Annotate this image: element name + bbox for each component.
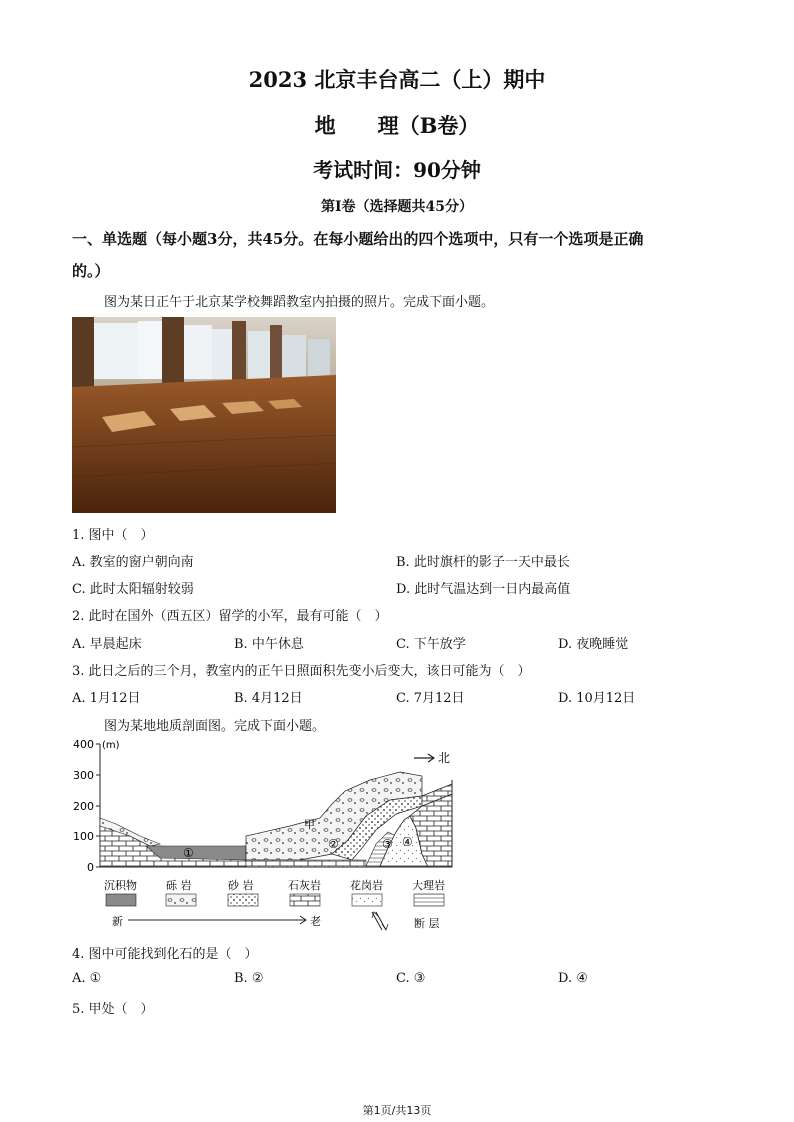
age-new-label: 新 xyxy=(112,915,123,928)
question-3-stem: 3. 此日之后的三个月，教室内的正午日照面积先变小后变大，该日可能为（ ） xyxy=(72,664,531,679)
legend-label-limestone: 石灰岩 xyxy=(288,879,321,892)
legend-swatch-granite xyxy=(352,894,382,906)
y-tick-100: 100 xyxy=(73,830,94,843)
legend-swatch-limestone xyxy=(290,894,320,906)
group1-intro: 图为某日正午于北京某学校舞蹈教室内拍摄的照片。完成下面小题。 xyxy=(104,295,495,310)
question-2-stem: 2. 此时在国外（西五区）留学的小军，最有可能（ ） xyxy=(72,609,388,624)
y-tick-200: 200 xyxy=(73,800,94,813)
marker-4: ④ xyxy=(402,835,413,849)
question-5-stem: 5. 甲处（ ） xyxy=(72,1002,154,1017)
q2-option-d[interactable]: D. 夜晚睡觉 xyxy=(558,637,629,652)
legend-label-conglomerate: 砾 岩 xyxy=(166,879,192,892)
subject-title: 地 理（B卷） xyxy=(314,113,480,138)
classroom-photo-drawing xyxy=(72,317,336,513)
q4-option-a[interactable]: A. ① xyxy=(72,971,102,986)
legend-label-sediment: 沉积物 xyxy=(104,879,137,892)
classroom-photo xyxy=(72,317,336,513)
age-old-label: 老 xyxy=(310,915,321,928)
q3-option-c[interactable]: C. 7月12日 xyxy=(396,691,465,706)
y-tick-400: 400 xyxy=(73,738,94,751)
marker-2: ② xyxy=(328,837,339,851)
part-title: 第Ⅰ卷（选择题共45分） xyxy=(320,199,474,215)
fault-label: 断 层 xyxy=(414,917,440,930)
y-tick-300: 300 xyxy=(73,769,94,782)
q2-option-c[interactable]: C. 下午放学 xyxy=(396,637,466,652)
legend-swatch-sediment xyxy=(106,894,136,906)
q3-option-d[interactable]: D. 10月12日 xyxy=(558,691,636,706)
section-heading-line2: 的。） xyxy=(72,262,110,280)
question-1-stem: 1. 图中（ ） xyxy=(72,528,154,543)
legend-label-granite: 花岗岩 xyxy=(350,879,383,892)
q2-option-b[interactable]: B. 中午休息 xyxy=(234,637,304,652)
page-footer: 第1页/共13页 xyxy=(362,1104,432,1117)
geologic-section-drawing xyxy=(70,736,460,936)
q1-option-d[interactable]: D. 此时气温达到一日内最高值 xyxy=(396,582,571,597)
q4-option-b[interactable]: B. ② xyxy=(234,971,264,986)
y-axis-unit: (m) xyxy=(102,740,120,751)
q4-option-d[interactable]: D. ④ xyxy=(558,971,588,986)
fault-symbol xyxy=(372,912,388,930)
north-label: 北 xyxy=(438,751,451,765)
q2-option-a[interactable]: A. 早晨起床 xyxy=(72,637,142,652)
marker-3: ③ xyxy=(382,837,393,851)
legend-swatch-sandstone xyxy=(228,894,258,906)
section-heading-line1: 一、单选题（每小题3分，共45分。在每小题给出的四个选项中，只有一个选项是正确 xyxy=(72,230,644,248)
question-4-stem: 4. 图中可能找到化石的是（ ） xyxy=(72,947,258,962)
group2-intro: 图为某地地质剖面图。完成下面小题。 xyxy=(104,719,326,734)
legend xyxy=(104,878,445,930)
exam-title: 2023 北京丰台高二（上）期中 xyxy=(248,67,546,92)
marker-1: ① xyxy=(183,846,194,860)
q3-option-a[interactable]: A. 1月12日 xyxy=(72,691,141,706)
legend-swatch-conglomerate xyxy=(166,894,196,906)
geologic-section-figure xyxy=(70,736,460,936)
point-jia-label: 甲 xyxy=(304,818,315,831)
legend-label-marble: 大理岩 xyxy=(412,879,445,892)
q1-option-c[interactable]: C. 此时太阳辐射较弱 xyxy=(72,582,194,597)
legend-label-sandstone: 砂 岩 xyxy=(228,879,254,892)
y-tick-0: 0 xyxy=(87,861,94,874)
legend-swatch-marble xyxy=(414,894,444,906)
q4-option-c[interactable]: C. ③ xyxy=(396,971,426,986)
q1-option-a[interactable]: A. 教室的窗户朝向南 xyxy=(72,555,194,570)
exam-time: 考试时间：90分钟 xyxy=(313,158,481,182)
q1-option-b[interactable]: B. 此时旗杆的影子一天中最长 xyxy=(396,555,570,570)
q3-option-b[interactable]: B. 4月12日 xyxy=(234,691,303,706)
